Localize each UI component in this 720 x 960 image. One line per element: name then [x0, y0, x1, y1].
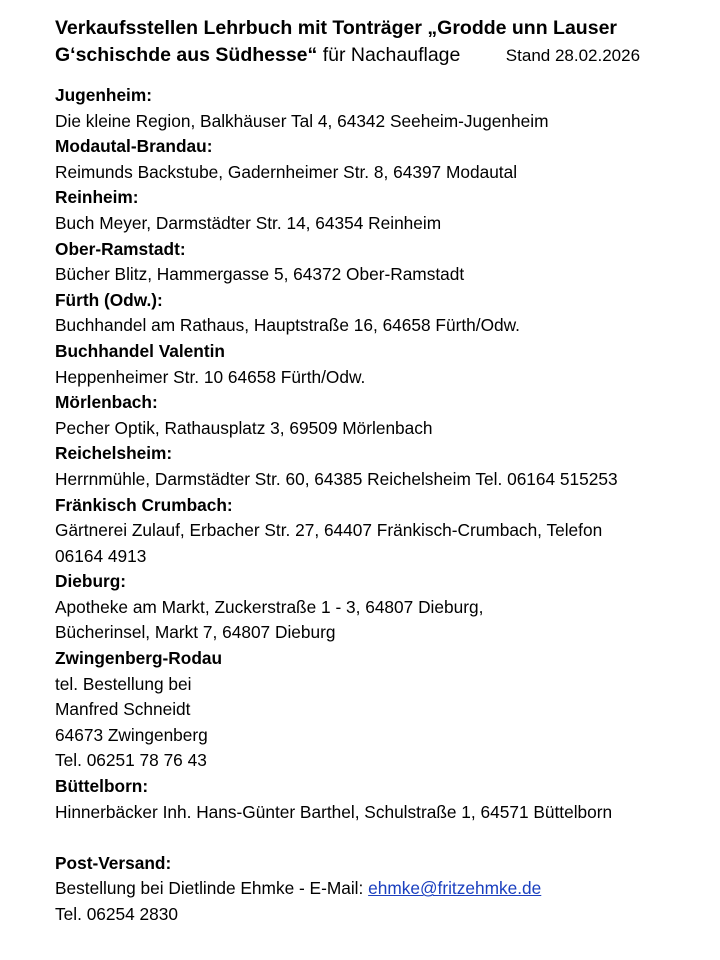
location-heading: Buchhandel Valentin — [55, 340, 225, 361]
title-line-2 — [55, 42, 705, 69]
post-phone: Tel. 06254 2830 — [55, 904, 178, 924]
post-heading: Post-Versand: — [55, 852, 172, 873]
location-heading: Büttelborn: — [55, 776, 149, 797]
email-link[interactable]: ehmke@fritzehmke.de — [368, 878, 542, 899]
address-line: Bücher Blitz, Hammergasse 5, 64372 Ober-Ramstadt — [55, 264, 465, 285]
address-line: Bücherinsel, Markt 7, 64807 Dieburg — [55, 622, 336, 643]
location-heading: Reinheim: — [55, 187, 139, 208]
post-order-line — [55, 876, 715, 902]
location-heading: Zwingenberg-Rodau — [55, 648, 223, 669]
stand-date: Stand 28.02.2026 — [505, 46, 641, 65]
address-line: Heppenheimer Str. 10 64658 Fürth/Odw. — [55, 366, 366, 387]
address-line: 64673 Zwingenberg — [55, 724, 208, 745]
address-line: Hinnerbäcker Inh. Hans-Günter Barthel, Schulstraße 1, 64571 Büttelborn — [55, 801, 613, 822]
document-title — [55, 15, 705, 69]
location-heading: Fürth (Odw.): — [55, 289, 163, 310]
entries-container — [55, 83, 715, 825]
address-line: Tel. 06251 78 76 43 — [55, 750, 207, 771]
address-line: Buch Meyer, Darmstädter Str. 14, 64354 Reinheim — [55, 212, 442, 233]
title-line-1 — [55, 15, 705, 42]
address-line: Herrnmühle, Darmstädter Str. 60, 64385 Reichelsheim Tel. 06164 515253 — [55, 468, 618, 489]
post-order-prefix: Bestellung bei Dietlinde Ehmke - E-Mail: — [55, 878, 369, 899]
location-heading: Reichelsheim: — [55, 443, 173, 464]
sales-points-list — [55, 83, 715, 928]
location-heading: Dieburg: — [55, 571, 127, 592]
address-line: Apotheke am Markt, Zuckerstraße 1 - 3, 64807 Dieburg, — [55, 596, 484, 617]
address-line: Reimunds Backstube, Gadernheimer Str. 8, 64397 Modautal — [55, 161, 518, 182]
address-line: tel. Bestellung bei — [55, 673, 192, 694]
location-heading: Modautal-Brandau: — [55, 136, 213, 157]
address-line: Gärtnerei Zulauf, Erbacher Str. 27, 64407 Fränkisch-Crumbach, Telefon — [55, 520, 603, 541]
location-heading: Ober-Ramstadt: — [55, 238, 186, 259]
title-line-1-text: Verkaufsstellen Lehrbuch mit Tonträger „Grodde unn Lauser — [55, 17, 617, 39]
address-line: Die kleine Region, Balkhäuser Tal 4, 64342 Seeheim-Jugenheim — [55, 110, 549, 131]
location-heading: Fränkisch Crumbach: — [55, 494, 233, 515]
title-line-2-bold: G‘schischde aus Südhesse“ — [55, 44, 318, 66]
title-line-2-normal: für Nachauflage — [322, 44, 461, 66]
spacer — [55, 825, 715, 851]
address-line: Pecher Optik, Rathausplatz 3, 69509 Mörlenbach — [55, 417, 433, 438]
location-heading: Mörlenbach: — [55, 392, 158, 413]
location-heading: Jugenheim: — [55, 85, 152, 105]
address-line: Manfred Schneidt — [55, 699, 191, 720]
address-line: 06164 4913 — [55, 545, 147, 566]
address-line: Buchhandel am Rathaus, Hauptstraße 16, 64658 Fürth/Odw. — [55, 315, 520, 336]
